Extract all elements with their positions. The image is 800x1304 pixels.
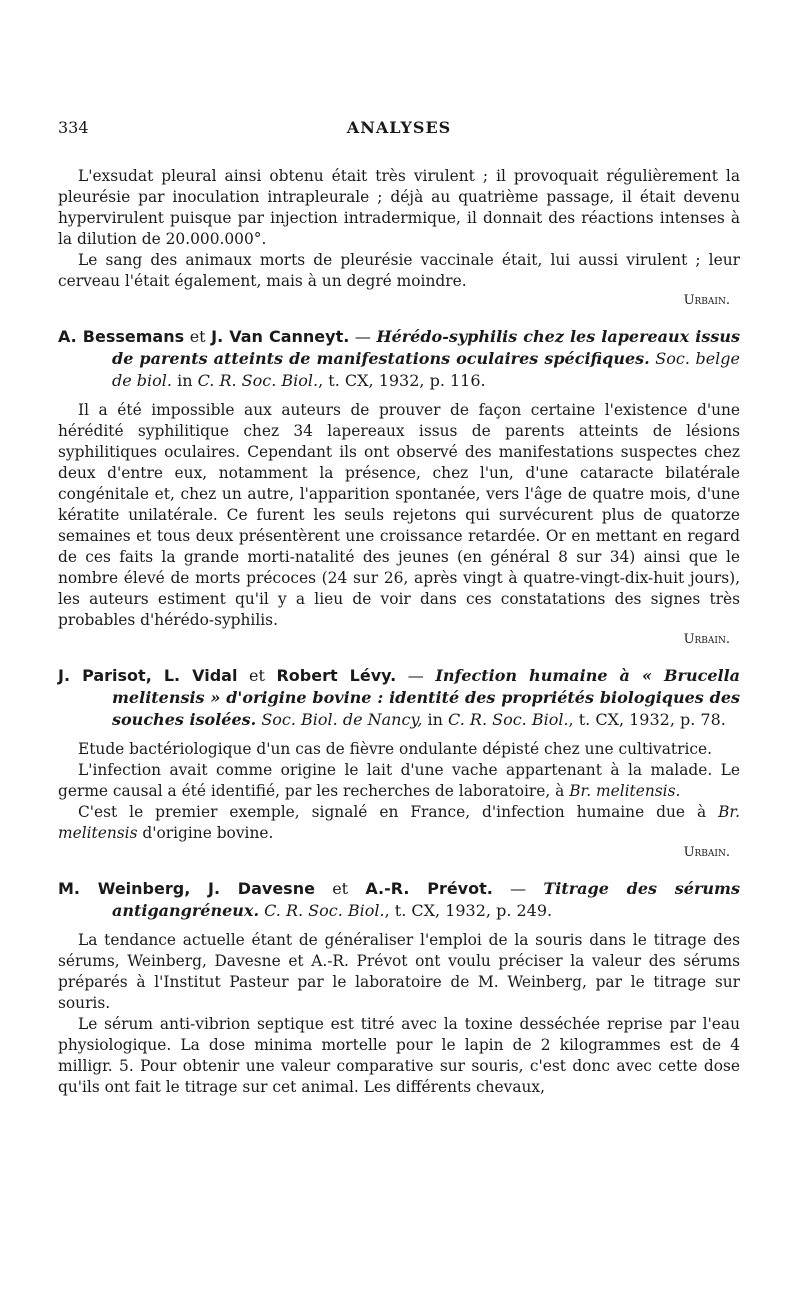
review-authors: J. Van Canneyt. — [211, 327, 350, 346]
intro-paragraph-1: L'exsudat pleural ainsi obtenu était très virulent ; il provoquait régulièrement la pleurésie par inoculation intrapleurale ; déjà au quatrième passage, il était devenu hypervirulent puisque par injection intradermique, il donnait des réactions intenses à la dilution de 20.000.000°. — [58, 167, 740, 248]
page-body — [58, 166, 740, 1098]
review-paragraph-2 — [58, 760, 740, 802]
conjunction: et — [249, 666, 265, 685]
dash: — — [407, 666, 424, 685]
signature: Urbain. — [683, 845, 730, 860]
conjunction: et — [332, 879, 349, 898]
in-word: in — [427, 710, 443, 729]
dash: — — [354, 327, 371, 346]
review-title: Infection humaine à « Brucella melitensis » d'origine bovine : identité des propriétés biologiques des souches isolées. — [112, 666, 741, 729]
text-run: L'infection avait comme origine le lait d'une vache appartenant à la malade. Le germe causal a été identifié, par les recherches de laboratoire, à — [58, 761, 740, 800]
review-journal: C. R. Soc. Biol. — [264, 901, 385, 920]
review-title: Titrage des sérums antigangréneux. — [112, 879, 740, 920]
conjunction: et — [189, 327, 206, 346]
review-1 — [58, 326, 740, 647]
review-authors: J. Parisot, L. Vidal — [58, 666, 238, 685]
text-run: d'origine bovine. — [142, 824, 274, 842]
review-reference: , t. CX, 1932, p. 249. — [384, 901, 553, 920]
review-reference: , t. CX, 1932, p. 78. — [568, 710, 726, 729]
review-journal: C. R. Soc. Biol. — [448, 710, 569, 729]
review-journal: C. R. Soc. Biol. — [197, 371, 319, 390]
review-paragraph-2: Le sérum anti-vibrion septique est titré avec la toxine desséchée reprise par l'eau physiologique. La dose minima mortelle pour le lapin de 2 kilogrammes est de 4 milligr. 5. Pour obtenir une valeur comparative sur souris, c'est donc avec cette dose qu'ils ont fait le titrage sur cet animal. Les différents chevaux, — [58, 1015, 740, 1096]
page-number: 334 — [58, 118, 89, 137]
dash: — — [510, 879, 527, 898]
page-header — [58, 118, 740, 146]
review-citation — [58, 878, 740, 922]
review-venue: Soc. Biol. de Nancy, — [261, 710, 423, 729]
review-authors: Robert Lévy. — [276, 666, 397, 685]
text-run: C'est le premier exemple, signalé en France, d'infection humaine due à — [78, 803, 707, 821]
review-authors: M. Weinberg, J. Davesne — [58, 879, 315, 898]
in-word: in — [177, 371, 193, 390]
review-3 — [58, 878, 740, 1098]
running-title: ANALYSES — [346, 118, 452, 137]
review-title: Hérédo-syphilis chez les lapereaux issus de parents atteints de manifestations oculaires spécifiques. — [112, 327, 741, 368]
review-authors: A. Bessemans — [58, 327, 185, 346]
review-citation — [58, 665, 740, 731]
review-citation — [58, 326, 740, 392]
review-body: Il a été impossible aux auteurs de prouver de façon certaine l'existence d'une hérédité syphilitique chez 34 lapereaux issus de parents atteints de lésions syphilitiques oculaires. Cependant ils ont observé des manifestations suspectes chez deux d'entre eux, notamment la présence, chez l'un, d'une cataracte bilatérale congénitale et, chez un autre, l'apparition spontanée, vers l'âge de quatre mois, d'une kératite unilatérale. Ce furent les seuls rejetons qui survécurent plus de quatorze semaines et tous deux présentèrent une croissance retardée. Or en mettant en regard de ces faits la grande morti-natalité des jeunes (en général 8 sur 34) ainsi que le nombre élevé de morts précoces (24 sur 26, après vingt à quatre-vingt-dix-huit jours), les auteurs estiment qu'il y a lieu de voir dans ces constatations des signes très probables d'hérédo-syphilis. — [58, 401, 740, 629]
review-paragraph-3 — [58, 802, 740, 844]
species-name: Br. melitensis — [58, 803, 740, 842]
review-paragraph-1: La tendance actuelle étant de généraliser l'emploi de la souris dans le titrage des sérums, Weinberg, Davesne et A.-R. Prévot ont voulu préciser la valeur des sérums préparés à l'Institut Pasteur par le laboratoire de M. Weinberg, par le titrage sur souris. — [58, 931, 740, 1012]
signature: Urbain. — [683, 293, 730, 308]
review-venue: Soc. belge de biol. — [112, 349, 741, 390]
signature: Urbain. — [683, 632, 730, 647]
intro-paragraph-2: Le sang des animaux morts de pleurésie vaccinale était, lui aussi virulent ; leur cerveau l'était également, mais à un degré moindre. — [58, 251, 740, 290]
review-2 — [58, 665, 740, 860]
intro-section — [58, 166, 740, 308]
review-paragraph-1: Etude bactériologique d'un cas de fièvre ondulante dépisté chez une cultivatrice. — [78, 740, 712, 758]
species-name: Br. melitensis. — [569, 782, 681, 800]
review-authors: A.-R. Prévot. — [365, 879, 493, 898]
review-reference: , t. CX, 1932, p. 116. — [318, 371, 486, 390]
